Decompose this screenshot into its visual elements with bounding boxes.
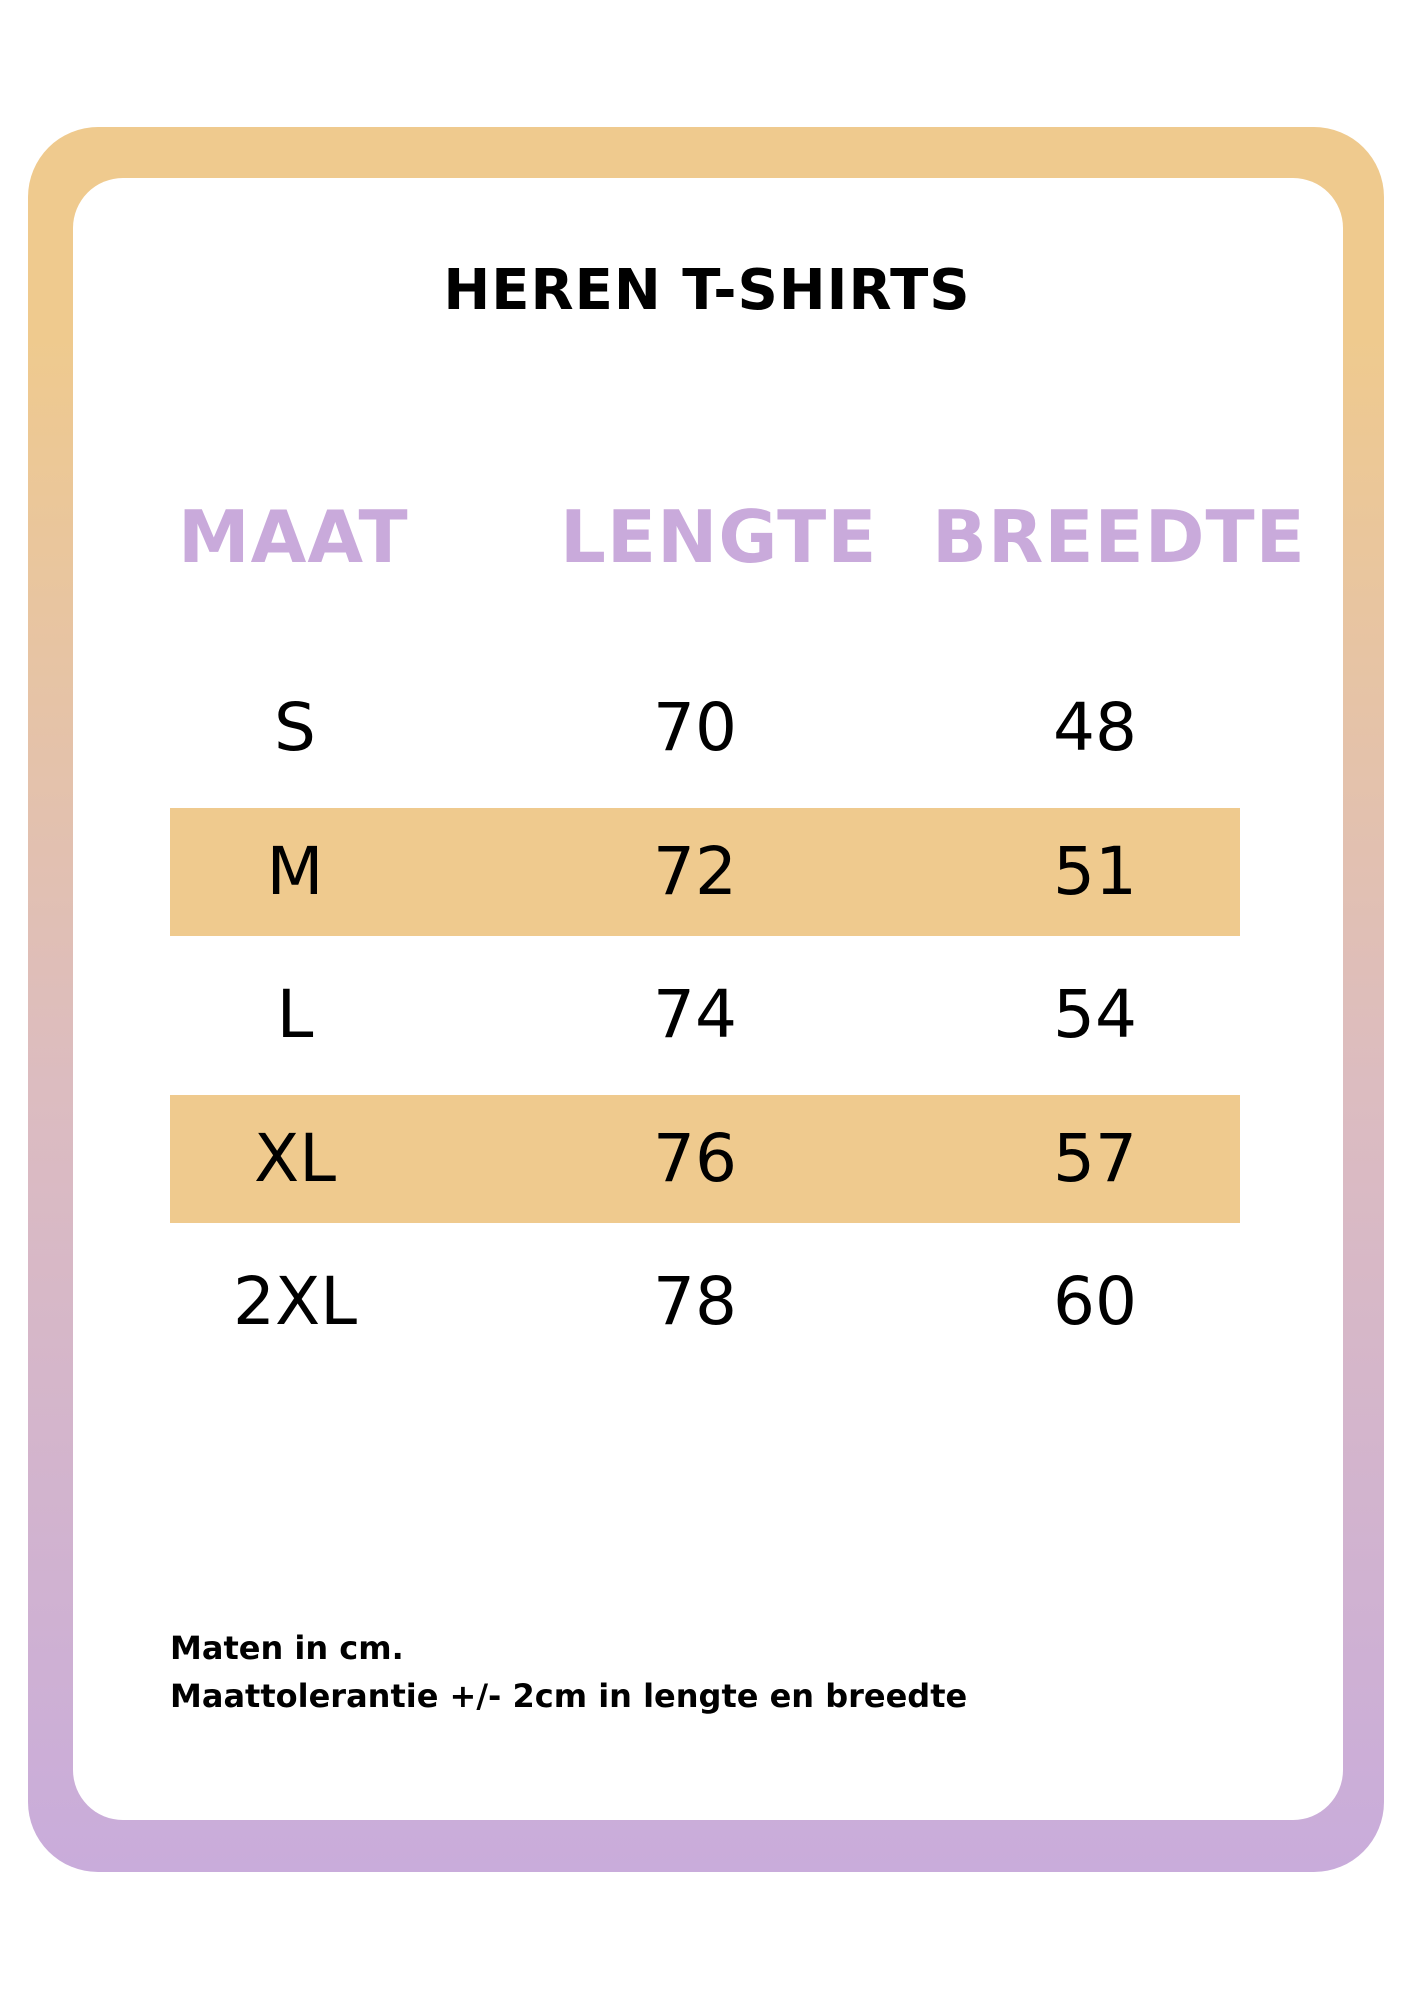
cell-lengte: 76 xyxy=(653,1120,737,1197)
cell-lengte: 78 xyxy=(653,1263,737,1340)
cell-breedte: 57 xyxy=(1053,1120,1137,1197)
cell-maat: 2XL xyxy=(233,1263,357,1340)
header-maat: MAAT xyxy=(178,495,409,579)
cell-breedte: 60 xyxy=(1053,1263,1137,1340)
header-lengte: LENGTE xyxy=(560,495,878,579)
cell-breedte: 48 xyxy=(1053,689,1137,766)
cell-lengte: 74 xyxy=(653,976,737,1053)
cell-lengte: 72 xyxy=(653,833,737,910)
table-row xyxy=(170,1095,1240,1223)
table-row xyxy=(170,951,1240,1079)
cell-maat: M xyxy=(266,833,324,910)
cell-breedte: 54 xyxy=(1053,976,1137,1053)
table-row xyxy=(170,664,1240,792)
page-title: HEREN T-SHIRTS xyxy=(443,258,971,323)
note-units: Maten in cm. xyxy=(170,1629,404,1667)
cell-maat: L xyxy=(276,976,314,1053)
cell-breedte: 51 xyxy=(1053,833,1137,910)
cell-maat: S xyxy=(274,689,316,766)
cell-lengte: 70 xyxy=(653,689,737,766)
table-row xyxy=(170,808,1240,936)
table-row xyxy=(170,1238,1240,1366)
note-tolerance: Maattolerantie +/- 2cm in lengte en breedte xyxy=(170,1677,968,1715)
header-breedte: BREEDTE xyxy=(932,495,1306,579)
cell-maat: XL xyxy=(254,1120,336,1197)
